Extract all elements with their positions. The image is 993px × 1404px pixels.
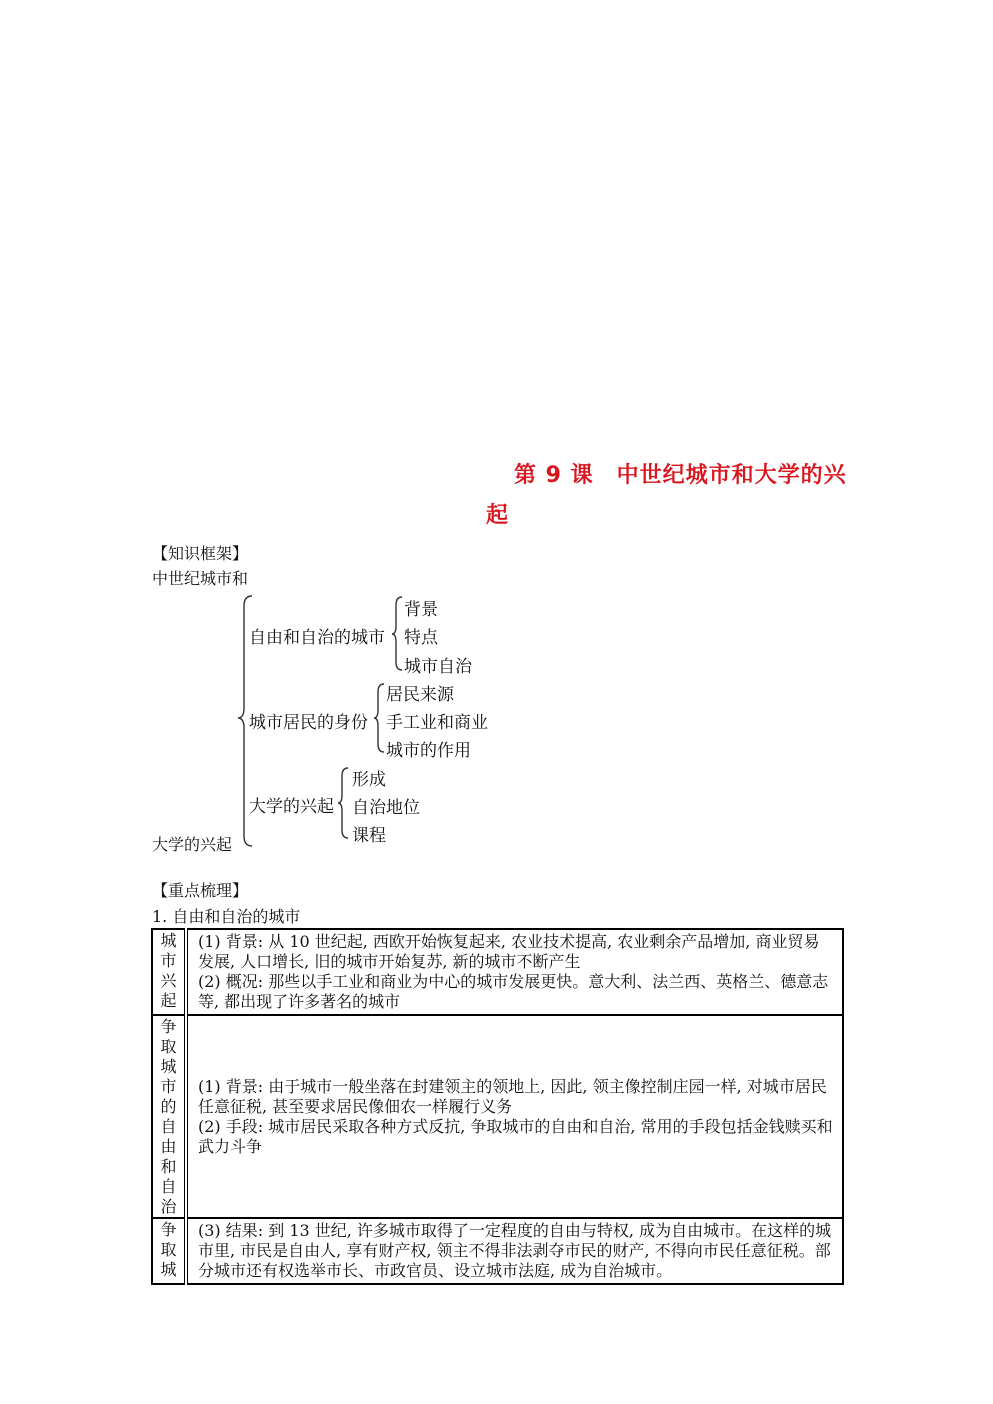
lesson-title-line2: 起 — [486, 503, 509, 528]
row-label: 城 市 兴 起 — [152, 929, 186, 1015]
branch-label: 城市居民的身份 — [249, 713, 368, 733]
branch-item: 背景 — [404, 600, 438, 620]
framework-root-top: 中世纪城市和 — [152, 569, 249, 588]
brace-branch-1 — [392, 597, 402, 670]
brace-branch-2 — [374, 684, 384, 752]
key-points-heading: 【重点梳理】 — [152, 881, 249, 900]
branch-item: 自治地位 — [352, 798, 420, 818]
table-row — [152, 929, 843, 1015]
section-title: 1. 自由和自治的城市 — [152, 907, 301, 926]
framework-root-bottom: 大学的兴起 — [152, 835, 233, 854]
branch-item: 手工业和商业 — [386, 713, 488, 733]
branch-item: 城市的作用 — [386, 741, 471, 761]
table-row — [152, 1015, 843, 1218]
row-label: 争 取 城 — [152, 1218, 186, 1284]
branch-label: 大学的兴起 — [249, 797, 334, 817]
row-label: 争 取 城 市 的 自 由 和 自 治 — [152, 1015, 186, 1218]
lesson-title-line1: 第 9 课 中世纪城市和大学的兴 — [514, 463, 847, 488]
knowledge-table — [151, 928, 844, 1285]
branch-item: 特点 — [404, 628, 438, 648]
table-row — [152, 1218, 843, 1284]
branch-item: 城市自治 — [404, 657, 472, 677]
row-content: (1) 背景: 由于城市一般坐落在封建领主的领地上, 因此, 领主像控制庄园一样, 对城市居民任意征税, 甚至要求居民像佃农一样履行义务 (2) 手段: 城市居民采取各种方式反抗, 争取城市的自由和自治, 常用的手段包括金钱赎买和武力斗争 — [186, 1015, 843, 1218]
row-content: (1) 背景: 从 10 世纪起, 西欧开始恢复起来, 农业技术提高, 农业剩余产品增加, 商业贸易发展, 人口增长, 旧的城市开始复苏, 新的城市不断产生 (2) 概况: 那些以手工业和商业为中心的城市发展更快。意大利、法兰西、英格兰、德意志等, 都出现了许多著名的城市 — [186, 929, 843, 1015]
branch-item: 课程 — [352, 826, 386, 846]
branch-label: 自由和自治的城市 — [249, 628, 385, 648]
branch-item: 形成 — [352, 770, 386, 790]
row-content: (3) 结果: 到 13 世纪, 许多城市取得了一定程度的自由与特权, 成为自由城市。在这样的城市里, 市民是自由人, 享有财产权, 领主不得非法剥夺市民的财产, 不得向市民任意征税。部分城市还有权选举市长、市政官员、设立城市法庭, 成为自治城市。 — [186, 1218, 843, 1284]
framework-heading: 【知识框架】 — [152, 544, 249, 563]
branch-item: 居民来源 — [386, 685, 454, 705]
brace-branch-3 — [338, 768, 348, 838]
